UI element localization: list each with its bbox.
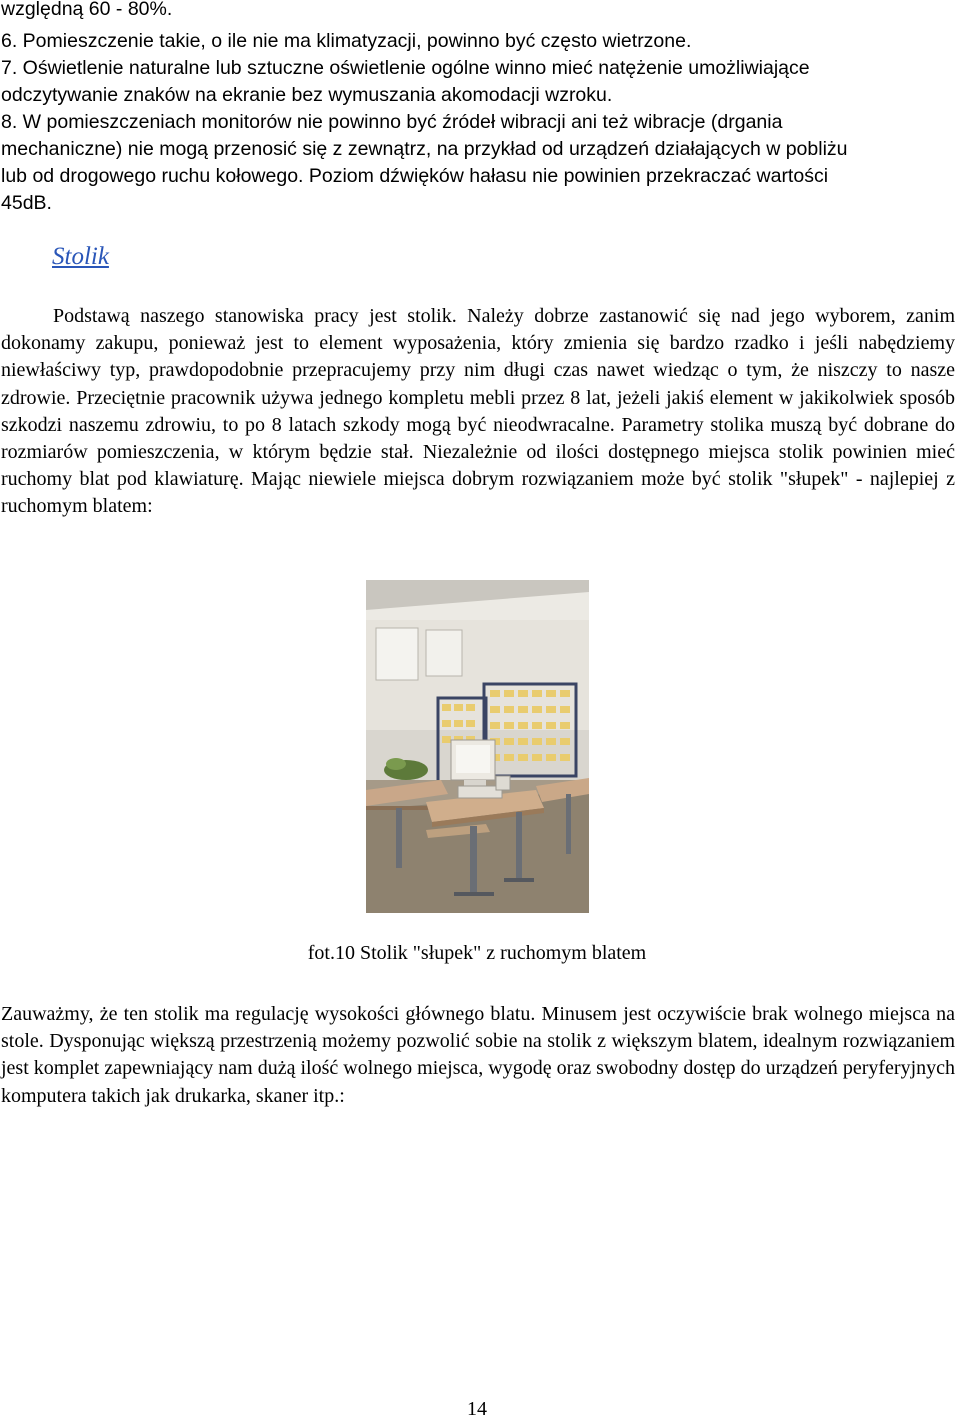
list-line: odczytywanie znaków na ekranie bez wymuszania akomodacji wzroku. (1, 84, 613, 106)
page-number: 14 (467, 1398, 487, 1420)
list-line: lub od drogowego ruchu kołowego. Poziom dźwięków hałasu nie powinien przekraczać wartości (1, 165, 829, 187)
list-item-7: 7. Oświetlenie naturalne lub sztuczne oświetlenie ogólne winno mieć natężenie umożliwiające (1, 57, 810, 79)
photo-caption: fot.10 Stolik "słupek" z ruchomym blatem (307, 942, 647, 964)
list-item-6: 6. Pomieszczenie takie, o ile nie ma klimatyzacji, powinno być często wietrzone. (1, 30, 692, 52)
paragraph-stolik-intro: Podstawą naszego stanowiska pracy jest stolik. Należy dobrze zastanowić się nad jego wyborem, zanim dokonamy zakupu, ponieważ jest to element wyposażenia, który zmienia się bardzo rzadko i jeśli nabędziemy niewłaściwy typ, prawdopodobnie przepracujemy przy nim długi czas nawet wiedząc o tym, że niszczy to nasze zdrowie. Przeciętnie pracownik używa jednego kompletu mebli przez 8 lat, jeżeli jakiś element w jakikolwiek sposób szkodzi naszemu zdrowiu, to po 8 latach szkody mogą być nieodwracalne. Parametry stolika muszą być dobrane do rozmiarów pomieszczenia, w którym będzie stał. Niezależnie od ilości dostępnego miejsca stolik powinien mieć ruchomy blat pod klawiaturę. Mając niewiele miejsca dobrym rozwiązaniem może być stolik "słupek" - najlepiej z ruchomym blatem: (1, 305, 955, 518)
list-line: względną 60 - 80%. (1, 0, 173, 20)
desk-photo (366, 580, 589, 913)
list-line: mechaniczne) nie mogą przenosić się z zewnątrz, na przykład od urządzeń działających w pobliżu (1, 138, 848, 160)
list-item-8: 8. W pomieszczeniach monitorów nie powinno być źródeł wibracji ani też wibracje (drgania (1, 111, 783, 133)
paragraph-observation: Zauważmy, że ten stolik ma regulację wysokości głównego blatu. Minusem jest oczywiście brak wolnego miejsca na stole. Dysponując większą przestrzenią możemy pozwolić sobie na stolik z większym blatem, idealnym rozwiązaniem jest komplet zapewniający nam dużą ilość wolnego miejsca, wygodę oraz swobodny dostęp do urządzeń peryferyjnych komputera takich jak drukarka, skaner itp.: (1, 1003, 955, 1107)
list-line: 45dB. (1, 192, 52, 214)
section-heading-link[interactable]: Stolik (52, 243, 109, 270)
